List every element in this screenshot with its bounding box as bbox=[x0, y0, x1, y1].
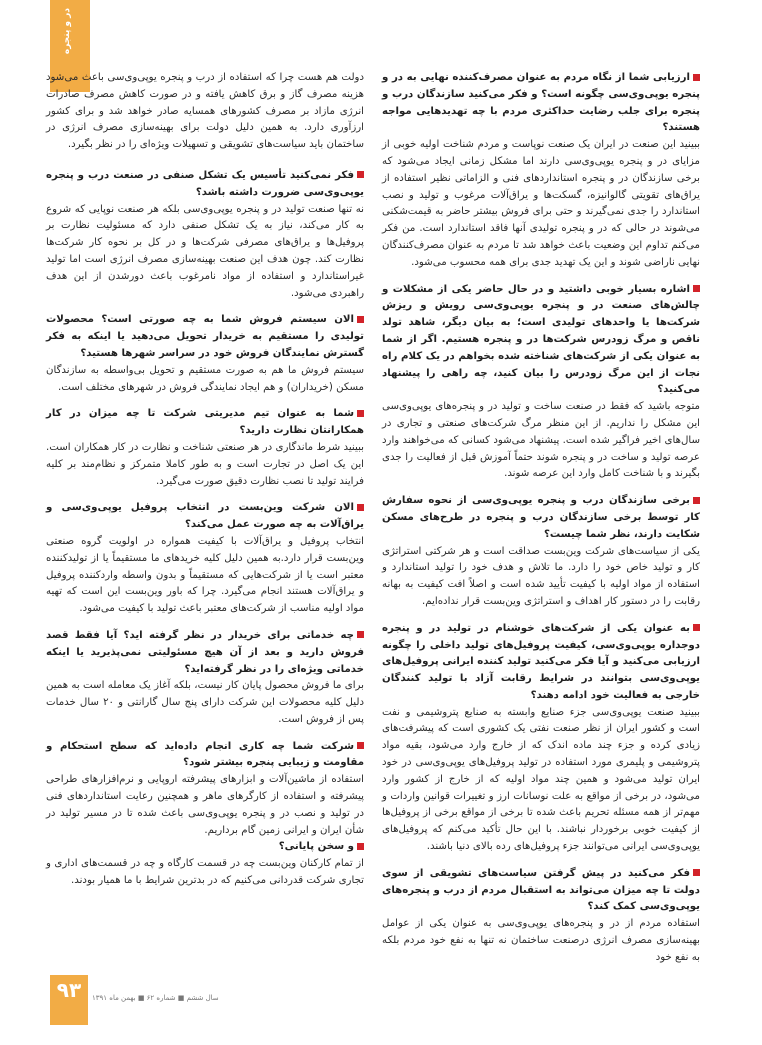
question-text: الان شرکت وین‌بست در انتخاب پروفیل یوپی‌وی‌سی و یراق‌آلات به چه صورت عمل می‌کند؟ bbox=[46, 502, 364, 531]
question-text: الان سیستم فروش شما به چه صورتی است؟ محصولات تولیدی را مستقیم به خریدار تحویل می‌دهید یا اینکه به فکر گسترش نمایندگان فروش خود در سراسر شهرها هستید؟ bbox=[46, 314, 364, 359]
bullet-square-icon bbox=[357, 843, 364, 850]
issue-info: سال ششم ■ شماره ۶۲ ■ بهمن ماه ۱۳۹۱ bbox=[92, 994, 219, 1002]
answer: از تمام کارکنان وین‌بست چه در قسمت کارگاه و چه در قسمت‌های اداری و تجاری شرکت قدردانی می‌کنیم که در بدترین شرایط با ما همیار بودند. bbox=[46, 858, 364, 887]
question-text: شما به عنوان تیم مدیریتی شرکت تا چه میزان در کار همکارانتان نظارت دارید؟ bbox=[46, 408, 364, 437]
question bbox=[46, 839, 364, 856]
section-label: در و پنجره bbox=[62, 8, 72, 55]
answer: سیستم فروش ما هم به صورت مستقیم و تحویل بی‌واسطه به سازندگان مسکن (خریداران) و هم ایجاد نمایندگی فروش در شهرهای مختلف است. bbox=[46, 364, 364, 393]
question-text: و سخن پایانی؟ bbox=[278, 841, 354, 853]
question bbox=[382, 493, 700, 543]
qa-block bbox=[46, 739, 364, 840]
qa-block bbox=[382, 493, 700, 611]
bullet-square-icon bbox=[693, 869, 700, 876]
question bbox=[46, 312, 364, 362]
question bbox=[46, 406, 364, 440]
answer: انتخاب پروفیل و یراق‌آلات با کیفیت همواره در اولویت گروه صنعتی وین‌بست قرار دارد.به همین دلیل کلیه خریدهای ما مستقیماً یا از تولیدکننده معتبر است یا از شرکت‌هایی که مستقیماً و بدون واسطه واردکننده پروفیل و یراق‌آلات هستند انجام می‌گیرد. چرا که باور وین‌بست این است که تهیه مواد اولیه مناسب از شرکت‌های معتبر باعث تولید با کیفیت می‌شود. bbox=[46, 535, 364, 615]
question bbox=[46, 168, 364, 202]
question bbox=[46, 500, 364, 534]
question-text: ارزیابی شما از نگاه مردم به عنوان مصرف‌کننده نهایی به در و پنجره یوپی‌وی‌سی چگونه است؟ و فکر می‌کنید سازندگان درب و پنجره برای جلب رضایت حداکثری مردم با چه تهدیدهایی مواجه هستند؟ bbox=[382, 72, 700, 134]
bullet-square-icon bbox=[357, 742, 364, 749]
qa-block bbox=[382, 70, 700, 272]
qa-block bbox=[382, 866, 700, 967]
left-column bbox=[46, 70, 364, 900]
qa-block bbox=[46, 839, 364, 889]
answer: متوجه باشید که فقط در صنعت ساخت و تولید در و پنجره‌های یوپی‌وی‌سی این مشکل را نداریم. از این منظر مرگ شرکت‌های صنعتی و تجاری در سال‌های اخیر فراگیر شده است. پیشنهاد می‌شود کسانی که می‌خواهند وارد عرصه تولید و ساخت در و پنجره شوند حتماً آموزش قبل از فعالیت را جدی بگیرند و با شناخت کامل وارد این عرصه شوند. bbox=[382, 401, 700, 480]
question-text: فکر می‌کنید در پیش گرفتن سیاست‌های تشویقی از سوی دولت تا چه میزان می‌تواند به استقبال مردم از درب و پنجره‌های یوپی‌وی‌سی کمک کند؟ bbox=[382, 867, 700, 913]
bullet-square-icon bbox=[693, 624, 700, 631]
answer: استفاده مردم از در و پنجره‌های یوپی‌وی‌سی به عنوان یکی از عوامل بهینه‌سازی مصرف انرژی درصنعت ساختمان نه تنها به نفع خود مردم بلکه به نفع خود bbox=[382, 918, 700, 963]
qa-block bbox=[46, 500, 364, 618]
question-text: اشاره بسیار خوبی داشتید و در حال حاضر یکی از مشکلات و چالش‌های صنعت در و پنجره یوپی‌وی‌سی رویش و ریزش شرکت‌ها یا واحدهای تولیدی است؛ به بیان دیگر، شاهد تولد ناقص و مرگ زودرس شرکت‌ها در و پنجره هستیم. اگر از شما به عنوان یکی از شرکت‌های شناخته شده بخواهم در یک کلام راه نجات از این مرگ زودرس را بیان کنید، چه راهی را پیشنهاد می‌کنید؟ bbox=[382, 283, 700, 396]
bullet-square-icon bbox=[357, 171, 364, 178]
question bbox=[46, 739, 364, 773]
qa-block bbox=[382, 282, 700, 484]
bullet-square-icon bbox=[693, 285, 700, 292]
question bbox=[382, 70, 700, 137]
right-column bbox=[382, 70, 700, 977]
answer: استفاده از ماشین‌آلات و ابزارهای پیشرفته اروپایی و نرم‌افزارهای طراحی پیشرفته و استفاده از کارگرهای ماهر و همچنین رعایت استانداردهای فنی در تولید و نصب در و پنجره یوپی‌وی‌سی باعث شده تا در مسیر تولید در شأن ایران و ایرانی زمین گام برداریم. bbox=[46, 774, 364, 836]
bullet-square-icon bbox=[693, 74, 700, 81]
answer: یکی از سیاست‌های شرکت وین‌بست صداقت است و هر شرکتی استراتژی کار و تولید خاص خود را دارد. ما تلاش و هدف خود را تولید استاندارد و استفاده از مواد اولیه با کیفیت تأیید شده است و اصلاً افت کیفیت به بهانه رقابت را در دستور کار اهداف و استراتژی وین‌بست قرار نداده‌ایم. bbox=[382, 545, 700, 607]
question-text: فکر نمی‌کنید تأسیس یک تشکل صنفی در صنعت درب و پنجره یوپی‌وی‌سی ضرورت داشته باشد؟ bbox=[46, 169, 364, 198]
answer: نه تنها صنعت تولید در و پنجره یوپی‌وی‌سی بلکه هر صنعت نوپایی که شروع به کار می‌کند، نیاز به یک تشکل صنفی دارد که مسئولیت نظارت بر پروفیل‌ها و یراق‌های مصرفی شرکت‌ها و در کل بر نحوه کار شرکت‌ها نظارت کند. چون هدف این صنعت بهینه‌سازی مصرف انرژی است اما تولید غیراستاندارد و استفاده از مواد نامرغوب باعث دورشدن از این هدف راهبردی می‌شود. bbox=[46, 203, 364, 299]
question bbox=[382, 866, 700, 916]
qa-block bbox=[46, 628, 364, 729]
bullet-square-icon bbox=[357, 316, 364, 323]
answer: ببینید این صنعت در ایران یک صنعت نوپاست و مردم شناخت اولیه خوبی از مزایای در و پنجره یوپی‌وی‌سی دارند اما مشکل زمانی ایجاد می‌شود که برخی سازندگان در و پنجره استانداردهای فنی و الزاماتی نظیر استفاده از یراق‌های تقویتی گالوانیزه، گسکت‌ها و یراق‌آلات مرغوب و تولید و نصب استاندارد را جدی نمی‌گیرند و حتی برای فروش بیشتر حاضر به قیمت‌شکنی می‌شوند در حالی که در و پنجره تولیدی آنها فاقد استاندارد است. من فکر می‌کنم تداوم این وضعیت باعث خواهد شد تا مردم به عنوان مصرف‌کنندگان نهایی ناراضی شوند و این یک تهدید جدی برای همه محسوب می‌شود. bbox=[382, 139, 700, 268]
question-text: به عنوان یکی از شرکت‌های خوشنام در تولید در و پنجره دوجداره یوپی‌وی‌سی، کیفیت پروفیل‌های تولید داخلی را چگونه ارزیابی می‌کنید و آیا فکر می‌کنید تولید کننده ایرانی پروفیل‌های یوپی‌وی‌سی بتوانند در شرایط رقابت آزاد با تولید کنندگان خارجی به فعالیت خود ادامه دهند؟ bbox=[382, 622, 700, 701]
qa-block bbox=[382, 621, 700, 856]
continued-answer: دولت هم هست چرا که استفاده از درب و پنجره یوپی‌وی‌سی باعث می‌شود هزینه مصرف گاز و برق کاهش یافته و در صورت کاهش مصرف صادرات انرژی مازاد بر مصرف کشورهای همسایه صادر خواهد شد و برای کشور ارزآوری دارد. به همین دلیل دولت برای بهینه‌سازی مصرف انرژی در ساختمان باید سیاست‌های تشویقی و تسهیلات ویژه‌ای را در نظر بگیرد. bbox=[46, 72, 364, 151]
question bbox=[46, 628, 364, 678]
answer: ببینید صنعت یوپی‌وی‌سی جزء صنایع وابسته به صنایع پتروشیمی و نفت است و کشور ایران از نظر صنعت نفتی یک کشوری است که پیشرفت‌های زیادی کرده و جزء چند ماده اندک که از خارج وارد می‌شود، بقیه مواد پتروشیمی و پلیمری مورد استفاده در تولید پروفیل‌های یوپی‌وی‌سی در خود ایران تولید می‌شود و همین چند مواد اولیه که از خارج از کشور وارد می‌شود، در برخی از مواقع به علت نوسانات ارز و تغییرات قوانین واردات و مهم‌تر از همه مسئله تحریم باعث شده تا برخی از مواقع برخی از پروفیل‌ها از کیفیت خوبی برخوردار نباشند. با این حال تأکید می‌کنم که پروفیل‌های یوپی‌وی‌سی ایرانی می‌توانند جزء پروفیل‌های رده بالای دنیا باشند. bbox=[382, 706, 700, 853]
question-text: چه خدماتی برای خریدار در نظر گرفته اید؟ آیا فقط قصد فروش دارید و بعد از آن هیچ مسئولیتی نمی‌پذیرید یا اینکه خدماتی ویژه‌ای را در نظر گرفته‌اید؟ bbox=[46, 629, 364, 675]
question-text: برخی سازندگان درب و پنجره یوپی‌وی‌سی از نحوه سفارش کار توسط برخی سازندگان درب و پنجره در طرح‌های مسکن شکایت دارند، نظر شما چیست؟ bbox=[382, 495, 700, 540]
bullet-square-icon bbox=[357, 410, 364, 417]
qa-block bbox=[46, 406, 364, 490]
question-text: شرکت شما چه کاری انجام داده‌اید که سطح استحکام و مقاومت و زیبایی پنجره بیشتر شود؟ bbox=[46, 740, 364, 769]
qa-block bbox=[46, 312, 364, 396]
question bbox=[382, 282, 700, 400]
bullet-square-icon bbox=[357, 631, 364, 638]
answer: ببینید شرط ماندگاری در هر صنعتی شناخت و نظارت در کار همکاران است. این یک اصل در تجارت است و به طور کاملا متمرکز و نظام‌مند بر کلیه فرایند تولید تا نصب نظارت دقیق صورت می‌گیرد. bbox=[46, 441, 364, 487]
bullet-square-icon bbox=[357, 504, 364, 511]
answer: برای ما فروش محصول پایان کار نیست، بلکه آغاز یک معامله است به همین دلیل کلیه محصولات این شرکت دارای پنج سال گارانتی و ۲۰ سال خدمات پس از فروش است. bbox=[46, 680, 364, 725]
qa-block bbox=[46, 168, 364, 302]
page-number: ۹۳ bbox=[56, 978, 82, 1002]
bullet-square-icon bbox=[693, 497, 700, 504]
question bbox=[382, 621, 700, 705]
